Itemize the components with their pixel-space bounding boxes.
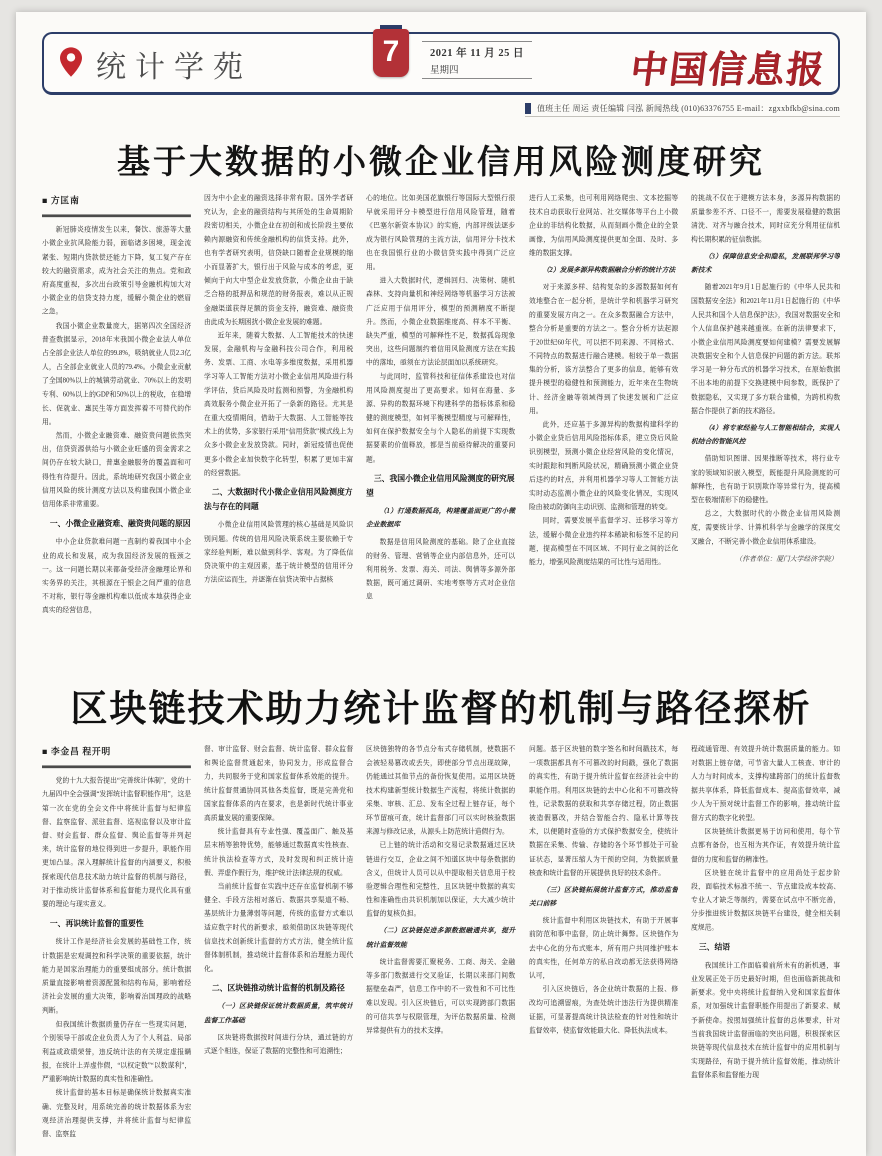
paragraph: 进行人工采集，也可利用网络爬虫、文本挖掘等技术自动获取行业网站、社交媒体等平台上小微企业的非结构化数据，从而刻画小微企业的全景画像，为信用风险测度提供更加全面、及时、多维的数据支撑。 xyxy=(528,194,678,258)
paragraph: 问题。基于区块链的数字签名和时间戳技术，每一项数据都具有不可篡改的时间戳，强化了数据的真实性，有助于提升统计监督在经济社会中的职能作用。利用区块链的去中心化和不可篡改特性，记录数据的获取和共享存储过程，防止数据被造假篡改，并结合智能合约、隐私计算等技术，以便随时查验的方式保护数据安全，使统计数据在采集、传输、存储的各个环节都处于可验证状态，显著压缩人为干预的空间，为数据质量核查和统计监督的开展提供良好的技术条件。 xyxy=(528,745,678,877)
paragraph: 近年来，随着大数据、人工智能技术的快速发展，金融机构与金融科技公司合作，利用税务、发票、工商、水电等多维度数据，采用机器学习等人工智能方法对小微企业信用风险进行科学评估，贷后风险及时监测和预警，为金融机构高效服务小微企业开拓了一条新的路径。尤其是在重大疫情期间，借助于大数据、人工智能等技术上的优势，多家银行采用“信用贷款”模式线上为众多小微企业发放贷款。同时，新冠疫情也促使更多小微企业加快数字化转型，积累了更加丰富的经营数据。 xyxy=(204,332,354,477)
paragraph: 然而，小微企业融资难、融资贵问题依然突出，信贷资源供给与小微企业旺盛的资金需求之间仍存在较大缺口，普惠金融服务的覆盖面和可得性有待提升。因此，系统地研究我国小微企业信用风险的统计测度方法以及构建我国小微企业信用体系非常重要。 xyxy=(42,432,192,509)
date-block xyxy=(422,41,532,79)
paragraph: 中小企业贷款难问题一直制约着我国中小企业的成长和发展，成为我国经济发展的瓶颈之一。这一问题长期以来都备受经济金融理论界和实务界的关注，其根源在于银企之间严重的信息不对称，银行等金融机构难以低成本地获得企业真实的经营信息， xyxy=(42,538,192,615)
article-2-headline: 区块链技术助力统计监督的机制与路径探析 xyxy=(70,689,812,731)
paragraph: 此外，还应基于多源异构的数据构建科学的小微企业贷后信用风险指标体系，建立贷后风险识别模型，预测小微企业经营风险的变化情况，实时跟踪和判断风险状况，精确预测小微企业贷后违约的时点，并利用机器学习等人工智能方法实时动态监测小微企业的风险变化情况，实现风险由被动防御向主动识别、监测和管理的转变。 xyxy=(528,421,678,512)
paragraph: 区块链独特的各节点分布式存储机制，使数据不会被轻易篡改或丢失，即使部分节点出现故障，仍能通过其他节点的备份恢复使用。运用区块链技术构建新型统计数据生产流程，将统计数据的采集、审核、汇总、发布全过程上链存证，每个环节留痕可查，统计监督部门可以实时核验数据来源与修改记录，从源头上防范统计造假行为。 xyxy=(366,745,516,836)
section-subhead: 二、区块链推动统计监督的机制及路径 xyxy=(212,984,345,993)
article-column xyxy=(529,743,678,1145)
paragraph: 统计监督的基本目标是确保统计数据真实准确、完整及时，用系统完善的统计数据体系为宏观经济治理提供支撑，并将统计监督与纪律监督、监察监 xyxy=(42,1089,192,1138)
article-2 xyxy=(42,688,840,1144)
paragraph: 程疏通管理、有效提升统计数据质量的能力。如对数据上链存储，可节省大量人工核查、审计的人力与时间成本，支撑构建跨部门的统计监督数据共享体系，降低监督成本、提高监督效率，减少人为干预对统计监督工作的影响，推动统计监督方式的数字化转型。 xyxy=(690,745,840,822)
section-title: 统计学苑 xyxy=(96,51,252,84)
paragraph: 统计监督具有专业性强、覆盖面广、触及基层末梢等独特优势，能够通过数据真实性核查、统计执法检查等方式，及时发现和纠正统计造假、弄虚作假行为，维护统计法律法规的权威。 xyxy=(204,827,354,877)
date: 2021 年 11 月 25 日 xyxy=(430,48,525,59)
paragraph: 同时，需要发展半监督学习、迁移学习等方法，缓解小微企业违约样本稀缺和标签不足的问题，提高模型在不同区域、不同行业之间的泛化能力，增强风险测度结果的可比性与适用性。 xyxy=(528,517,678,567)
article-column xyxy=(691,192,840,670)
article-column-text xyxy=(204,743,353,1059)
paragraph: 随着2021年9月1日起施行的《中华人民共和国数据安全法》和2021年11月1日起施行的《中华人民共和国个人信息保护法》，我国对数据安全和个人信息保护越来越重视。在新的法律要求下，小微企业信用风险测度要如何建模？需要发展解决数据安全和个人信息保护问题的新方法。联邦学习是一种分布式的机器学习技术，在原始数据不出本地的前提下交换建模中间参数，既保护了数据隐私，又实现了多方联合建模，为跨机构数据合作提供了新的技术路径。 xyxy=(690,284,840,416)
paragraph: 进入大数据时代，逻辑回归、决策树、随机森林、支持向量机和神经网络等机器学习方法被广泛应用于信用评分，模型的预测精度不断提升。然而，小微企业数据维度高、样本不平衡、缺失严重，模型的可解释性不足，数据孤岛现象突出，这些问题制约着信用风险测度方法在实践中的落地，亟须在方法论层面加以系统研究。 xyxy=(366,277,516,368)
item-heading: （4）将专家经验与人工智能相结合，实现人机结合的智能风控 xyxy=(690,424,840,447)
article-column-text xyxy=(366,192,515,604)
paragraph: 对于来源多样、结构复杂的多源数据如何有效地整合在一起分析，是统计学和机器学习研究的重要发展方向之一。在众多数据融合方法中，整合分析是重要的方法之一。整合分析方法起源于20世纪60年代，可以把不同来源、不同格式、不同特点的数据进行融合建模。相较于单一数据集的分析，该方法整合了更多的信息，能够有效提升模型的稳健性和预测能力，近年来在生物统计、经济金融等领域得到了快速发展和广泛应用。 xyxy=(528,284,678,416)
article-column-text xyxy=(691,192,840,567)
article-1-headline: 基于大数据的小微企业信用风险测度研究 xyxy=(117,145,765,181)
article-column-text xyxy=(691,743,840,1083)
location-pin-icon xyxy=(60,47,82,77)
article-2-columns xyxy=(42,743,840,1145)
article-1-columns xyxy=(42,192,840,670)
paragraph: 的挑战不仅在于建模方法本身，多源异构数据的质量参差不齐、口径不一，需要发展稳健的数据清洗、对齐与融合技术，同时应充分利用征信机构长期积累的征信数据。 xyxy=(690,194,840,244)
paragraph: 区块链在统计监督中的应用尚处于起步阶段，面临技术标准不统一、节点建设成本较高、专业人才缺乏等制约，需要在试点中不断完善，分步推进统计数据区块链平台建设，健全相关制度规范。 xyxy=(690,868,840,932)
article-column xyxy=(366,743,515,1145)
section-subhead: 一、再识统计监督的重要性 xyxy=(49,919,144,928)
article-byline: ■ 方匡南 xyxy=(42,192,191,217)
paragraph: 统计监督中利用区块链技术，有助于开展事前防范和事中监督，防止统计舞弊。区块链作为去中心化的分布式账本，所有用户共同维护账本的真实性，任何单方的私自改动都无法获得网络认可， xyxy=(528,916,678,980)
article-column xyxy=(366,192,515,670)
section-subhead: 一、小微企业融资难、融资贵问题的原因 xyxy=(49,520,191,529)
article-column-text xyxy=(529,743,678,1038)
paragraph: 引入区块链后，各企业统计数据的上报、修改均可追溯留痕，为查处统计违法行为提供精准证据，可显著提高统计执法检查的针对性和统计监督效率，使监督效能最大化、降低执法成本。 xyxy=(528,985,678,1035)
paragraph: 区块链统计数据更易于访问和使用，每个节点都有备份，也互相为其作证，有效提升统计监督的力度和监督的精准性。 xyxy=(690,827,840,863)
paragraph: 统计监督需要汇聚税务、工商、海关、金融等多部门数据进行交叉验证，长期以来部门间数据壁垒森严，信息工作中的不一致性和不可比性难以发现。引入区块链后，可以实现跨部门数据的可信共享与权限管理，为评估数据质量、检测异常提供有力的技术支撑。 xyxy=(366,958,516,1035)
newspaper-page xyxy=(16,12,866,1156)
article-column xyxy=(204,192,353,670)
paragraph: 我国小微企业数量庞大，据第四次全国经济普查数据显示，2018年末我国小微企业法人单位占全部企业法人单位的99.8%，吸纳就业人员2.3亿人，占全部企业就业人员的79.4%。小微企业贡献了全国80%以上的城镇劳动就业、70%以上的发明专利、60%以上的GDP和50%以上的税收，在稳增长、促就业、惠民生等方面发挥着不可替代的作用。 xyxy=(42,322,192,427)
paragraph: 但我国统计数据质量仍存在一些现实问题，个别领导干部或企业负责人为了个人利益、局部利益或政绩荣誉，违反统计法的有关规定虚报瞒报，在统计上弄虚作假，“以权定数”“以数谋利”，严重影响统计数据的真实性和准确性。 xyxy=(42,1020,192,1083)
article-column xyxy=(42,192,191,670)
paragraph: 借助知识图谱、因果推断等技术，将行业专家的领域知识嵌入模型，既能提升风险测度的可解释性，也有助于识别欺诈等异常行为，提高模型在极端情形下的稳健性。 xyxy=(690,455,840,505)
staff-info-line xyxy=(42,102,840,117)
article-column xyxy=(529,192,678,670)
paragraph: 已上链的统计活动和交易记录数据通过区块链进行交互，企业之间不知道区块中每条数据的含义，但统计人员可以从中提取相关信息用于校验逻辑合理性和完整性，且区块链中数据的真实性和准确性由共识机制加以保证，大大减少统计监督的复核负担。 xyxy=(366,841,516,918)
article-column-text xyxy=(42,192,191,618)
item-heading: （3）保障信息安全和隐私，发展联邦学习等新技术 xyxy=(690,253,840,275)
item-heading: （二）区块链促进多源数据融通共享，提升统计监督效能 xyxy=(366,927,516,949)
navy-notch-icon xyxy=(525,103,531,114)
article-column-text xyxy=(204,192,353,587)
weekday: 星期四 xyxy=(430,66,459,76)
article-column-text xyxy=(529,192,678,569)
item-heading: （三）区块链拓展统计监督方式，推动监督关口前移 xyxy=(528,886,678,908)
article-column xyxy=(691,743,840,1145)
article-column xyxy=(42,743,191,1145)
page-number-badge: 7 xyxy=(373,29,409,77)
staff-info-inner xyxy=(525,102,840,117)
paragraph: 新冠肺炎疫情发生以来，餐饮、旅游等大量小微企业抗风险能力弱，面临诸多困境，现金流紧张、短期内贷款偿还能力下降，复工复产存在较大的融资需求，成为社会关注的焦点。党和政府高度重视，多次出台政策引导金融机构加大对小微企业的信贷支持力度，缓解小微企业的燃眉之急。 xyxy=(42,226,192,317)
paragraph: 督、审计监督、财会监督、统计监督、群众监督和舆论监督贯通起来，协同发力，形成监督合力，共同服务于党和国家监督体系效能的提升。统计监督贯通协同其他各类监督，既是完善党和国家监督体系的内在要求，也是新时代统计事业高质量发展的重要保障。 xyxy=(204,745,354,822)
masthead-logo: 中国信息报 xyxy=(627,50,828,91)
item-heading: （1）打通数据孤岛，构建覆盖面更广的小微企业数据库 xyxy=(366,507,516,530)
paragraph: 数据是信用风险测度的基础。除了企业直接的财务、管理、营销等企业内部信息外，还可以利用税务、发票、海关、司法、舆情等多源外部数据，既可通过调研、实地考察等方式对企业信息 xyxy=(366,538,516,602)
paragraph: 当前统计监督在实践中还存在监督机制不够健全、手段方法相对落后、数据共享渠道不畅、基层统计力量薄弱等问题，传统的监督方式难以适应数字时代的新要求，亟须借助区块链等现代信息技术创新统计监督的方式方法，健全统计监督体制机制，推动统计监督体系和治理能力现代化。 xyxy=(204,882,354,973)
paragraph: 心的地位。比如美国花旗银行等国际大型银行很早就采用评分卡模型进行信用风险管理，随着《巴塞尔新资本协议》的实施，内部评级法逐步成为银行风险管理的主流方法，信用评分卡技术也在我国银行业的小微信贷实践中得到广泛应用。 xyxy=(366,194,516,272)
page-header xyxy=(42,32,840,95)
paragraph: 统计工作是经济社会发展的基础性工作，统计数据是宏观调控和科学决策的重要依据，统计能力是国家治理能力的重要组成部分。统计数据质量直接影响着资源配置和结构布局，影响着经济社会发展的重大决策，影响着治国理政的战略判断。 xyxy=(42,938,192,1015)
staff-info-text: 值班主任 周运 责任编辑 闫泓 新闻热线 (010)63376755 E-mail：zgxxbfkb@sina.com xyxy=(536,103,840,113)
paragraph: 党的十九大报告提出“完善统计体制”，党的十九届四中全会强调“发挥统计监督职能作用”，这是第一次在党的全会文件中将统计监督与纪律监督、监察监督、派驻监督、巡视监督以及审计监督、财会监督、群众监督、舆论监督等并列起来，统计监督的地位得到进一步提升，职能作用更加凸显。深入理解统计监督的内涵要义，积极探索现代信息技术助力统计监督的机制与路径，对于推动统计监督体系和监督能力现代化具有重要的理论与现实意义。 xyxy=(42,776,192,908)
section-subhead: 三、我国小微企业信用风险测度的研究展望 xyxy=(366,474,515,498)
article-byline: ■ 李金昌 程开明 xyxy=(42,743,191,768)
paragraph: 总之，大数据时代的小微企业信用风险测度，需要统计学、计算机科学与金融学的深度交叉融合，不断完善小微企业信用体系建设。 xyxy=(690,510,840,546)
item-heading: （2）发展多源异构数据融合分析的统计方法 xyxy=(542,267,675,275)
section-subhead: 二、大数据时代小微企业信用风险测度方法与存在的问题 xyxy=(204,488,353,512)
article-1 xyxy=(42,143,840,670)
section-subhead: 三、结语 xyxy=(698,942,730,952)
article-column-text xyxy=(42,743,191,1142)
article-column-text xyxy=(366,743,515,1038)
item-heading: （一）区块链保证统计数据质量，筑牢统计监督工作基础 xyxy=(204,1002,354,1024)
paragraph: 区块链将数据按时间进行分块，通过链的方式逐个相连，保证了数据的完整性和可追溯性； xyxy=(204,1033,354,1055)
article-column xyxy=(204,743,353,1145)
paragraph: 因为中小企业的融资选择非常有限。国外学者研究认为，企业的融资结构与其所处的生命周期阶段密切相关，小微企业在初创和成长阶段主要依赖内源融资和传统金融机构的信贷支持。此外，也有学者研究表明，信贷缺口随着企业规模的缩小而显著扩大，银行出于风险与成本的考虑，更倾向于向大中型企业发放贷款，小微企业由于缺乏合格的抵押品和规范的财务报表，难以从正规金融渠道获得足额的资金支持，融资难、融资贵由此成为长期困扰小微企业发展的难题。 xyxy=(204,194,354,326)
paragraph: 与此同时，监管科技和征信体系建设也对信用风险测度提出了更高要求。如何在海量、多源、异构的数据环境下构建科学的指标体系和稳健的测度模型，如何平衡模型精度与可解释性，如何在保护数据安全与个人隐私的前提下实现数据要素的价值释放，都是当前亟待解决的重要问题。 xyxy=(366,373,516,464)
author-affiliation: （作者单位：厦门大学经济学院） xyxy=(735,555,838,564)
paragraph: 小微企业信用风险管理的核心基础是风险识别问题。传统的信用风险决策系统主要依赖于专家经验判断，难以做到科学、客观。为了降低信贷决策中的主观因素，基于统计模型的信用评分方法应运而生，并逐渐在信贷决策中占据核 xyxy=(204,521,354,585)
paragraph: 我国统计工作面临着前所未有的新机遇，事业发展正处于历史最好时期，但也面临新挑战和新要求。党中央将统计监督纳入党和国家监督体系，对加强统计监督职能作用提出了新要求、赋予新使命。按照加强统计监督的总体要求，针对当前我国统计监督面临的突出问题，积极探索区块链等现代信息技术在统计监督中的应用机制与实现路径，有助于提升统计监督效能，推动统计监督体系和监督能力现 xyxy=(690,961,840,1079)
